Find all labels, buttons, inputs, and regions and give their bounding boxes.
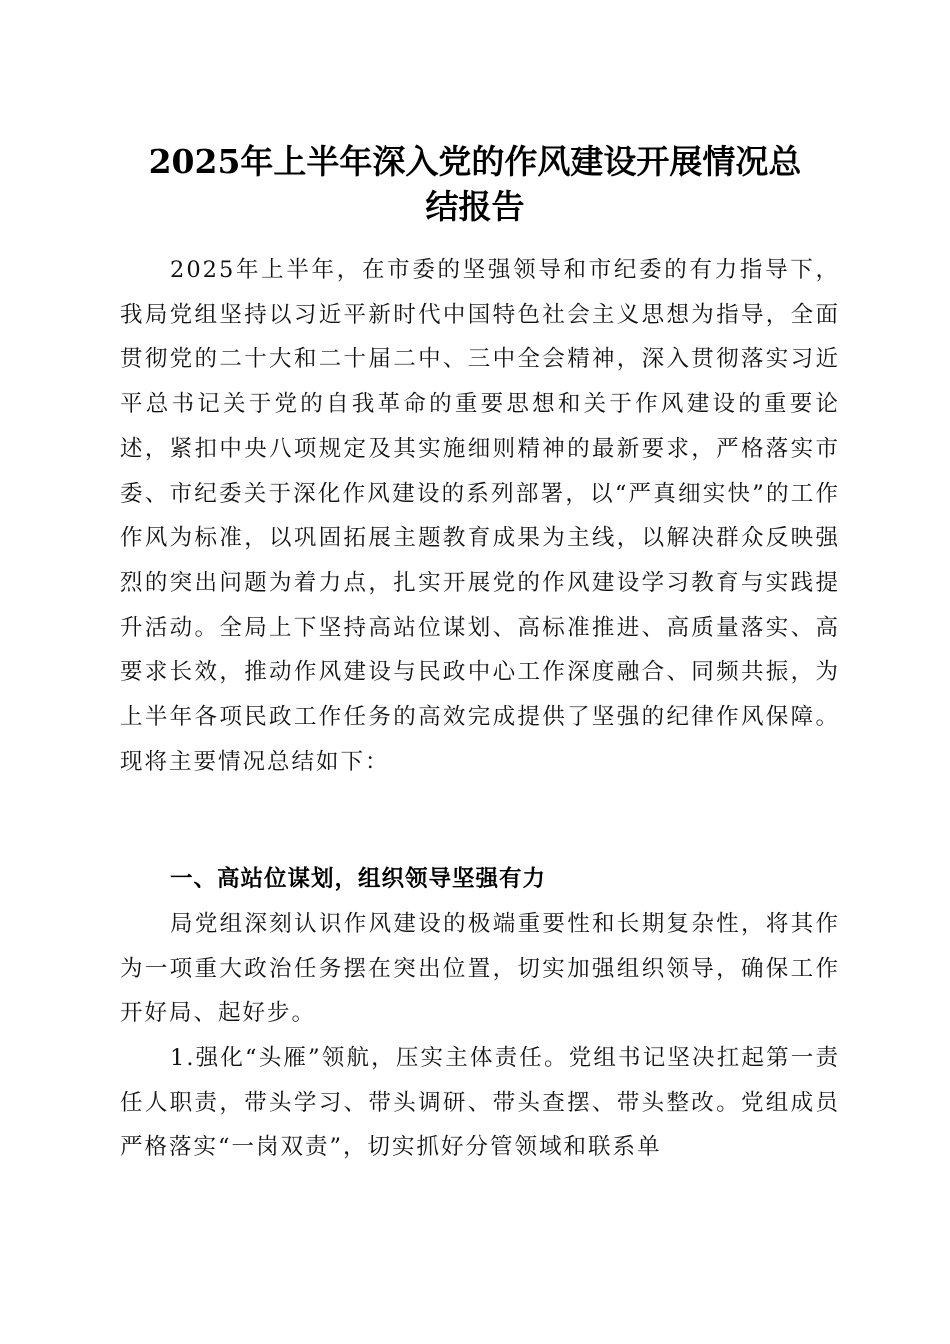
intro-paragraph: 2025年上半年，在市委的坚强领导和市纪委的有力指导下，我局党组坚持以习近平新时代中国特色社会主义思想为指导，全面贯彻党的二十大和二十届二中、三中全会精神，深入贯彻落实习近平总书记关于党的自我革命的重要思想和关于作风建设的重要论述，紧扣中央八项规定及其实施细则精神的最新要求，严格落实市委、市纪委关于深化作风建设的系列部署，以“严真细实快”的工作作风为标准，以巩固拓展主题教育成果为主线，以解决群众反映强烈的突出问题为着力点，扎实开展党的作风建设学习教育与实践提升活动。全局上下坚持高站位谋划、高标准推进、高质量落实、高要求长效，推动作风建设与民政中心工作深度融合、同频共振，为上半年各项民政工作任务的高效完成提供了坚强的纪律作风保障。现将主要情况总结如下： bbox=[120, 257, 840, 775]
section-1-heading: 一、高站位谋划，组织领导坚强有力 bbox=[170, 866, 547, 892]
section-1-paragraph: 局党组深刻认识作风建设的极端重要性和长期复杂性，将其作为一项重大政治任务摆在突出位置，切实加强组织领导，确保工作开好局、起好步。 bbox=[120, 911, 840, 1027]
document-title-line-1: 2025年上半年深入党的作风建设开展情况总 bbox=[148, 142, 802, 181]
item-1-paragraph: 1.强化“头雁”领航，压实主体责任。党组书记坚决扛起第一责任人职责，带头学习、带头调研、带头查摆、带头整改。党组成员严格落实“一岗双责”，切实抓好分管领域和联系单 bbox=[120, 1045, 840, 1161]
document-title-line-2: 结报告 bbox=[425, 187, 525, 226]
